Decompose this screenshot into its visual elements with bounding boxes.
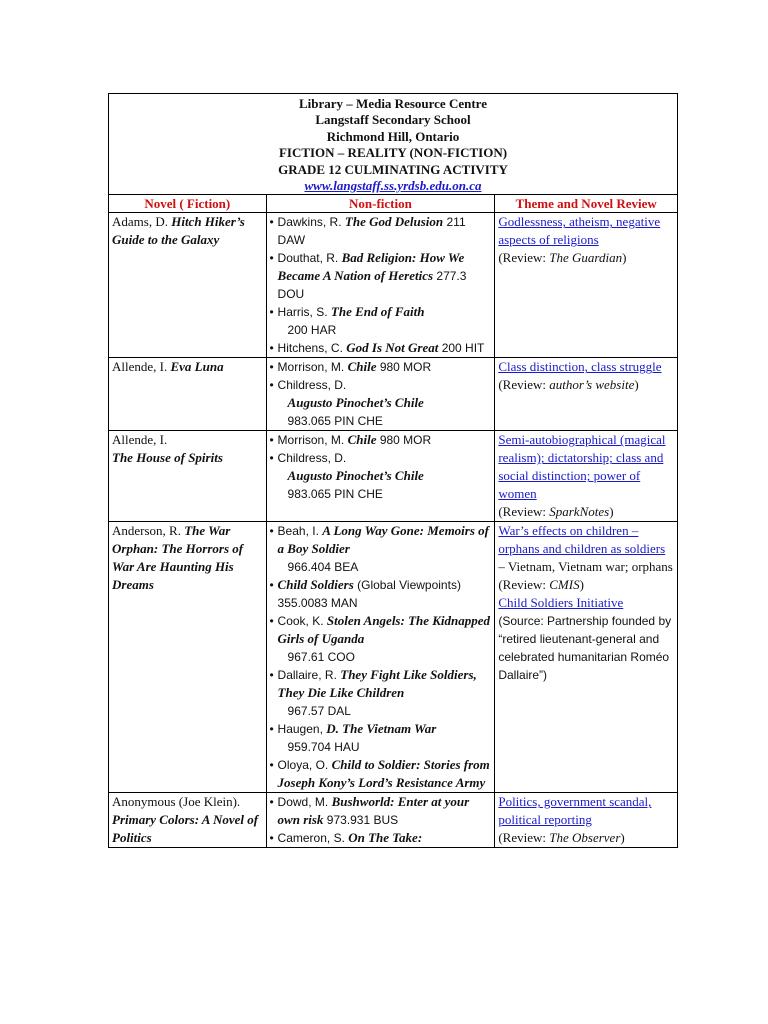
theme-cell: Godlessness, atheism, negative aspects of religions (Review: The Guardian) bbox=[495, 213, 678, 358]
review-source: SparkNotes bbox=[549, 504, 610, 520]
nonfiction-cell bbox=[266, 793, 495, 848]
nonfiction-item: • Douthat, R. Bad Religion: How We Became A Nation of Heretics 277.3 DOU bbox=[270, 249, 492, 303]
header-line-location: Richmond Hill, Ontario bbox=[326, 128, 460, 144]
review-source: CMIS bbox=[549, 577, 580, 593]
novel-title: Hitch Hiker’s Guide to the Galaxy bbox=[112, 214, 245, 248]
table-row bbox=[109, 522, 678, 793]
novel-title: Primary Colors: A Novel of Politics bbox=[112, 812, 259, 846]
novel-author: Adams, D. bbox=[112, 214, 168, 230]
nonfiction-item: • Childress, D. Augusto Pinochet’s Chile 983.065 PIN CHE bbox=[270, 449, 492, 503]
table-row bbox=[109, 431, 678, 522]
novel-title: The War Orphan: The Horrors of War Are Haunting His Dreams bbox=[112, 523, 244, 593]
novel-cell bbox=[109, 522, 267, 793]
theme-cell: Semi-autobiographical (magical realism); dictatorship; class and social distinction; power of women (Review: SparkNotes) bbox=[495, 431, 678, 522]
header-line-school: Langstaff Secondary School bbox=[315, 112, 471, 128]
column-header-theme: Theme and Novel Review bbox=[495, 195, 678, 213]
theme-link[interactable]: Godlessness, atheism, negative aspects of religions bbox=[498, 214, 661, 248]
nonfiction-item: • Childress, D. Augusto Pinochet’s Chile 983.065 PIN CHE bbox=[270, 376, 492, 430]
reading-list-table bbox=[108, 194, 678, 848]
nonfiction-cell bbox=[266, 213, 495, 358]
theme-cell: War’s effects on children – orphans and children as soldiers – Vietnam, Vietnam war; orphans (Review: CMIS) Child Soldiers Initiative (Source: Partnership founded by “retired lieutenant-general and celebrated humanitarian Roméo Dallaire”) bbox=[495, 522, 678, 793]
child-soldiers-initiative-link[interactable]: Child Soldiers Initiative bbox=[498, 595, 624, 611]
theme-cell: Class distinction, class struggle (Review: author’s website) bbox=[495, 358, 678, 431]
nonfiction-cell bbox=[266, 522, 495, 793]
nonfiction-cell bbox=[266, 358, 495, 431]
novel-author: Allende, I. bbox=[112, 359, 168, 375]
novel-author: Allende, I. bbox=[112, 432, 168, 448]
review-source: author’s website bbox=[549, 377, 635, 393]
theme-link[interactable]: Politics, government scandal, political reporting bbox=[498, 794, 652, 828]
header-line-library: Library – Media Resource Centre bbox=[299, 96, 487, 111]
nonfiction-item: • Cook, K. Stolen Angels: The Kidnapped Girls of Uganda 967.61 COO bbox=[270, 612, 492, 666]
novel-title: The House of Spirits bbox=[112, 450, 223, 466]
header-line-grade: GRADE 12 CULMINATING ACTIVITY bbox=[278, 161, 508, 177]
novel-cell bbox=[109, 431, 267, 522]
table-row bbox=[109, 793, 678, 848]
source-note: (Source: Partnership founded by “retired lieutenant-general and celebrated humanitarian Roméo Dallaire”) bbox=[498, 614, 672, 683]
nonfiction-item: • Haugen, D. The Vietnam War 959.704 HAU bbox=[270, 720, 492, 756]
nonfiction-item: • Oloya, O. Child to Soldier: Stories from Joseph Kony’s Lord’s Resistance Army bbox=[270, 756, 492, 792]
theme-link[interactable]: Class distinction, class struggle bbox=[498, 359, 662, 375]
novel-cell bbox=[109, 213, 267, 358]
nonfiction-item: • Dawkins, R. The God Delusion 211 DAW bbox=[270, 213, 492, 249]
nonfiction-item: • Morrison, M. Chile 980 MOR bbox=[270, 358, 492, 376]
review-source: The Guardian bbox=[549, 250, 623, 266]
theme-link[interactable]: War’s effects on children – orphans and children as soldiers bbox=[498, 523, 666, 557]
nonfiction-item: • Morrison, M. Chile 980 MOR bbox=[270, 431, 492, 449]
review-source: The Observer bbox=[549, 830, 621, 846]
column-header-novel: Novel ( Fiction) bbox=[109, 195, 267, 213]
novel-cell bbox=[109, 358, 267, 431]
nonfiction-item: • Hitchens, C. God Is Not Great 200 HIT bbox=[270, 339, 492, 357]
theme-link[interactable]: Semi-autobiographical (magical realism); dictatorship; class and social distinction; power of women bbox=[498, 432, 666, 502]
novel-author: Anderson, R. bbox=[112, 523, 181, 539]
school-website-link[interactable]: www.langstaff.ss.yrdsb.edu.on.ca bbox=[304, 178, 482, 194]
nonfiction-item: • Beah, I. A Long Way Gone: Memoirs of a Boy Soldier 966.404 BEA bbox=[270, 522, 492, 576]
table-header-row bbox=[109, 195, 678, 213]
theme-cell: Politics, government scandal, political reporting (Review: The Observer) bbox=[495, 793, 678, 848]
table-row bbox=[109, 213, 678, 358]
nonfiction-item: • Dowd, M. Bushworld: Enter at your own risk 973.931 BUS bbox=[270, 793, 492, 829]
column-header-nonfiction: Non-fiction bbox=[266, 195, 495, 213]
novel-title: Eva Luna bbox=[170, 359, 224, 375]
nonfiction-item: • Cameron, S. On The Take: bbox=[270, 829, 492, 847]
document-header bbox=[108, 93, 678, 194]
novel-cell bbox=[109, 793, 267, 848]
header-line-subject: FICTION – REALITY (NON-FICTION) bbox=[278, 145, 508, 161]
nonfiction-item: • Dallaire, R. They Fight Like Soldiers, They Die Like Children 967.57 DAL bbox=[270, 666, 492, 720]
novel-author: Anonymous (Joe Klein). bbox=[112, 794, 241, 810]
nonfiction-item: • Child Soldiers (Global Viewpoints) 355.0083 MAN bbox=[270, 576, 492, 612]
table-row bbox=[109, 358, 678, 431]
nonfiction-item: • Harris, S. The End of Faith 200 HAR bbox=[270, 303, 492, 339]
document-page bbox=[108, 93, 678, 848]
nonfiction-cell bbox=[266, 431, 495, 522]
